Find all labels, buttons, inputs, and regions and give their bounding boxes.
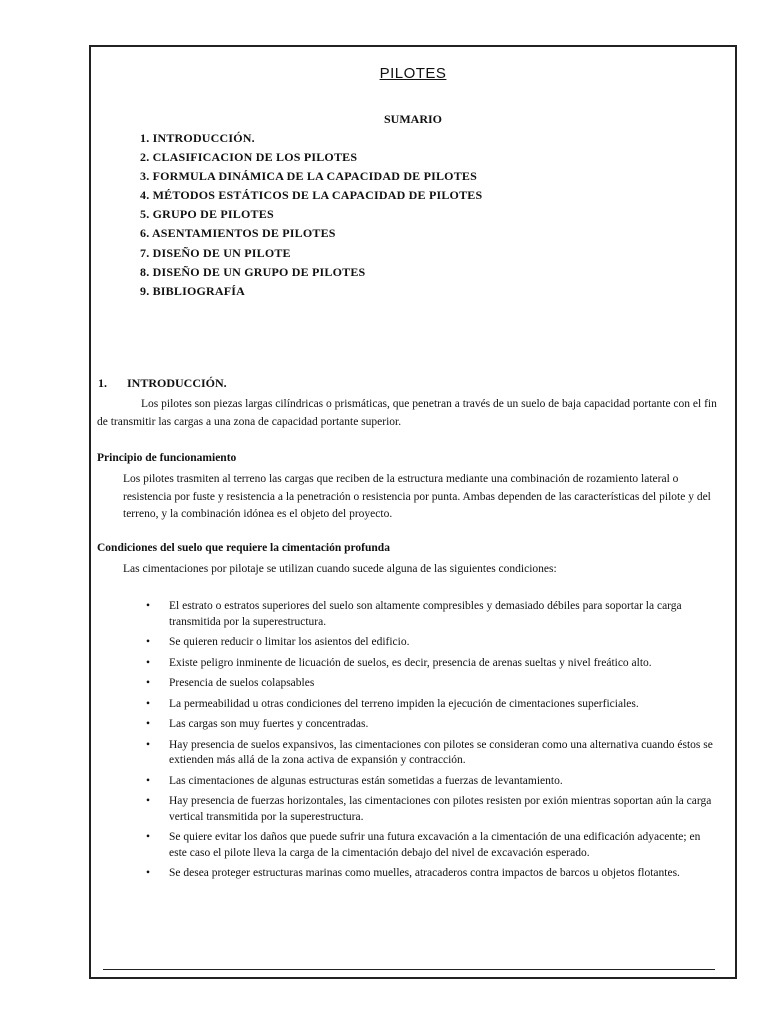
intro-paragraph: Los pilotes son piezas largas cilíndricas o prismáticas, que penetran a través de un suelo de baja capacidad portante con el fin de transmitir las cargas a una zona de capacidad portante superior.: [97, 398, 717, 428]
list-item: [146, 676, 717, 692]
table-of-contents: [140, 129, 482, 301]
section-title: INTRODUCCIÓN.: [127, 376, 227, 390]
principio-paragraph: Los pilotes trasmiten al terreno las cargas que reciben de la estructura mediante una combinación de rozamiento lateral o resistencia por fuste y resistencia a la penetración o resistencia por punta. Ambas dependen de las características del pilote y del terreno, y la combinación idónea es el objeto del proyecto.: [123, 473, 711, 520]
toc-item: 6. ASENTAMIENTOS DE PILOTES: [140, 226, 336, 241]
section-number: 1.: [98, 376, 107, 390]
list-item-text: Las cimentaciones de algunas estructuras están sometidas a fuerzas de levantamiento.: [169, 774, 563, 787]
section-heading: [98, 376, 227, 391]
list-item-text: Se quiere evitar los daños que puede sufrir una futura excavación a la cimentación de una edificación adyacente; en este caso el pilote lleva la carga de la cimentación debajo del nivel de excavación esperado.: [169, 831, 701, 859]
document-page: [89, 45, 737, 979]
toc-item: 2. CLASIFICACION DE LOS PILOTES: [140, 150, 358, 165]
bullet-icon: •: [146, 656, 151, 669]
list-item: [146, 866, 717, 882]
condiciones-paragraph: Las cimentaciones por pilotaje se utilizan cuando sucede alguna de las siguientes condiciones:: [123, 563, 557, 575]
toc-item: 9. BIBLIOGRAFÍA: [140, 283, 246, 298]
list-item-text: Presencia de suelos colapsables: [169, 677, 315, 689]
list-item: [146, 656, 717, 672]
bullet-icon: •: [146, 738, 151, 751]
bullet-icon: •: [146, 636, 151, 648]
list-item: [146, 738, 717, 769]
list-item-text: La permeabilidad u otras condiciones del terreno impiden la ejecución de cimentaciones superficiales.: [169, 697, 639, 710]
bullet-icon: •: [146, 697, 151, 710]
toc-item: 8. DISEÑO DE UN GRUPO DE PILOTES: [140, 264, 366, 279]
bullet-icon: •: [146, 774, 151, 787]
principio-heading: Principio de funcionamiento: [97, 452, 237, 464]
list-item-text: Hay presencia de fuerzas horizontales, las cimentaciones con pilotes resisten por exión mientras soportan aún la carga vertical transmitida por la superestructura.: [169, 795, 712, 823]
condiciones-list: [146, 599, 717, 887]
list-item: [146, 774, 717, 790]
list-item: [146, 830, 717, 861]
toc-item: 3. FORMULA DINÁMICA DE LA CAPACIDAD DE PILOTES: [140, 169, 478, 184]
list-item-text: Se desea proteger estructuras marinas como muelles, atracaderos contra impactos de barcos u objetos flotantes.: [169, 867, 680, 879]
bullet-icon: •: [146, 718, 151, 730]
bullet-icon: •: [146, 795, 151, 807]
list-item: [146, 794, 717, 825]
footer-divider: [103, 969, 715, 970]
bullet-icon: •: [146, 831, 151, 843]
list-item: [146, 599, 717, 630]
condiciones-heading: Condiciones del suelo que requiere la cimentación profunda: [97, 542, 390, 554]
list-item-text: Hay presencia de suelos expansivos, las cimentaciones con pilotes se consideran como una alternativa cuando éstos se extienden más allá de la zona activa de expansión y contracción.: [169, 738, 713, 766]
toc-item: 1. INTRODUCCIÓN.: [140, 131, 255, 145]
list-item-text: Las cargas son muy fuertes y concentradas.: [169, 718, 369, 730]
list-item-text: Existe peligro inminente de licuación de suelos, es decir, presencia de arenas sueltas y nivel freático alto.: [169, 656, 652, 669]
list-item: [146, 717, 717, 733]
toc-item: 7. DISEÑO DE UN PILOTE: [140, 245, 291, 260]
toc-item: 4. MÉTODOS ESTÁTICOS DE LA CAPACIDAD DE PILOTES: [140, 188, 483, 203]
list-item: [146, 635, 717, 651]
list-item-text: El estrato o estratos superiores del suelo son altamente compresibles y demasiado débiles para soportar la carga transmitida por la superestructura.: [169, 600, 682, 628]
toc-item: 5. GRUPO DE PILOTES: [140, 207, 274, 222]
sumario-heading: SUMARIO: [383, 112, 442, 126]
document-title: PILOTES: [379, 65, 447, 82]
list-item-text: Se quieren reducir o limitar los asientos del edificio.: [169, 636, 410, 648]
bullet-icon: •: [146, 677, 151, 689]
list-item: [146, 697, 717, 713]
bullet-icon: •: [146, 867, 151, 879]
bullet-icon: •: [146, 600, 151, 612]
